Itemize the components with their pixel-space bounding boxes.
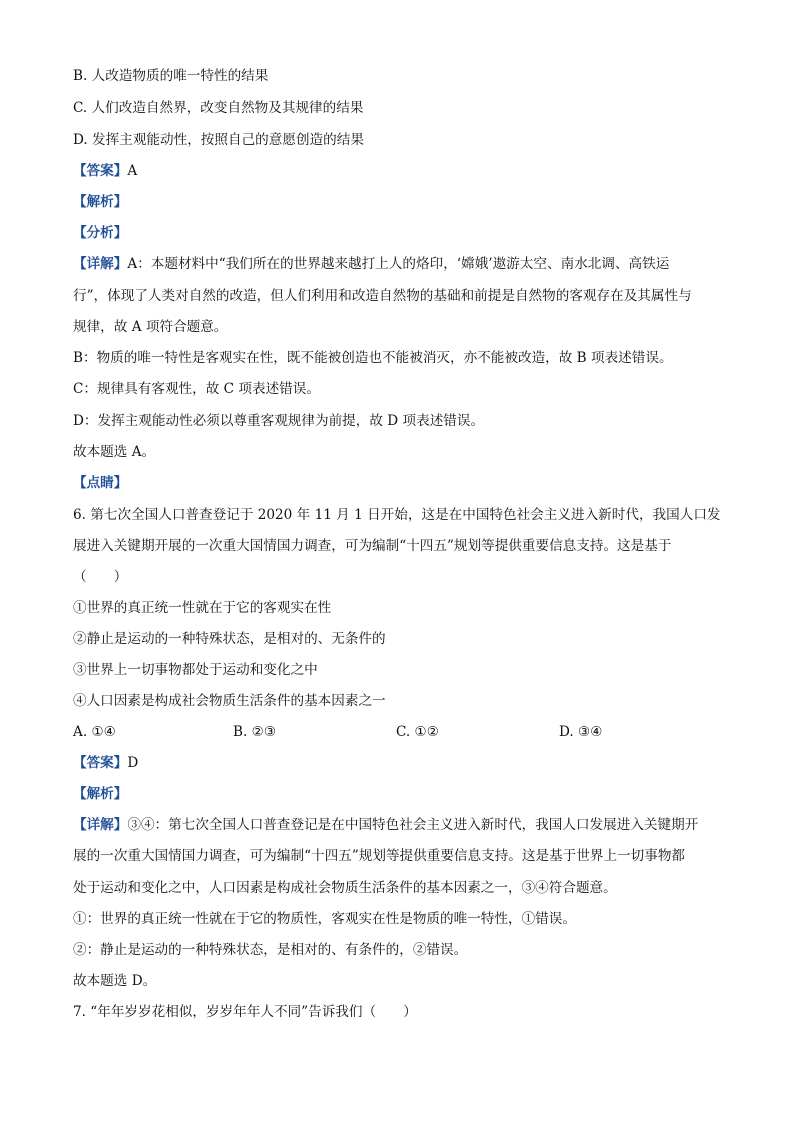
q6-detail-line-3: 处于运动和变化之中，人口因素是构成社会物质生活条件的基本因素之一，③④符合题意。 bbox=[73, 880, 617, 896]
q6-stem-line-1: 6. 第七次全国人口普查登记于 2020 年 11 月 1 日开始，这是在中国特色社会主义进入新时代，我国人口发 bbox=[73, 507, 721, 523]
q5-detail-line-2: 行”，体现了人类对自然的改造，但人们利用和改造自然物的基础和前提是自然物的客观存在及其属性与 bbox=[73, 288, 692, 304]
detail-tag: 【详解】 bbox=[73, 817, 128, 833]
q6-option-d: D. ③④ bbox=[559, 724, 603, 740]
q5-analysis-tag: 【解析】 bbox=[73, 194, 128, 210]
q6-stem-line-2: 展进入关键期开展的一次重大国情国力调查，可为编制“十四五”规划等提供重要信息支持。这是基于 bbox=[73, 538, 672, 554]
q6-conclusion: 故本题选 D。 bbox=[73, 973, 157, 989]
q5-answer bbox=[73, 161, 723, 181]
q5-detail-c: C：规律具有客观性，故 C 项表述错误。 bbox=[73, 381, 320, 397]
q7-stem: 7. “年年岁岁花相似，岁岁年年人不同”告诉我们（ ） bbox=[73, 1004, 417, 1020]
q5-fenxi-tag: 【分析】 bbox=[73, 225, 128, 241]
q6-option-a: A. ①④ bbox=[73, 724, 116, 740]
q6-statement-4: ④人口因素是构成社会物质生活条件的基本因素之一 bbox=[73, 693, 386, 709]
q6-option-c: C. ①② bbox=[396, 724, 439, 740]
q6-statement-1: ①世界的真正统一性就在于它的客观实在性 bbox=[73, 600, 332, 616]
answer-tag: 【答案】 bbox=[73, 163, 128, 179]
q6-detail-s2: ②：静止是运动的一种特殊状态，是相对的、有条件的，②错误。 bbox=[73, 942, 468, 958]
q6-options bbox=[73, 722, 723, 742]
q6-option-b: B. ②③ bbox=[233, 724, 277, 740]
answer-value: A bbox=[127, 163, 138, 179]
q5-detail-line-1: 【详解】A：本题材料中“我们所在的世界越来越打上人的烙印，‘嫦娥’遨游太空、南水北调、高铁运 bbox=[73, 256, 670, 272]
q5-detail-line-3: 规律，故 A 项符合题意。 bbox=[73, 319, 228, 335]
answer-tag: 【答案】 bbox=[73, 755, 128, 771]
detail-tag: 【详解】 bbox=[73, 256, 128, 272]
q5-conclusion: 故本题选 A。 bbox=[73, 444, 156, 460]
q5-option-d: D. 发挥主观能动性，按照自己的意愿创造的结果 bbox=[73, 132, 364, 148]
q6-statement-2: ②静止是运动的一种特殊状态，是相对的、无条件的 bbox=[73, 631, 386, 647]
q6-detail-line-2: 展的一次重大国情国力调查，可为编制“十四五”规划等提供重要信息支持。这是基于世界上一切事物都 bbox=[73, 848, 686, 864]
q5-option-b: B. 人改造物质的唯一特性的结果 bbox=[73, 68, 269, 84]
q5-option-c: C. 人们改造自然界，改变自然物及其规律的结果 bbox=[73, 100, 364, 116]
q6-detail-line-1: 【详解】③④：第七次全国人口普查登记是在中国特色社会主义进入新时代，我国人口发展进入关键期开 bbox=[73, 817, 699, 833]
q6-blank: （ ） bbox=[73, 569, 128, 585]
q5-detail-d: D：发挥主观能动性必须以尊重客观规律为前提，故 D 项表述错误。 bbox=[73, 413, 485, 429]
q6-analysis-tag: 【解析】 bbox=[73, 786, 128, 802]
answer-value: D bbox=[127, 755, 139, 771]
q6-statement-3: ③世界上一切事物都处于运动和变化之中 bbox=[73, 662, 318, 678]
q5-dianjing-tag: 【点睛】 bbox=[73, 475, 128, 491]
q5-detail-b: B：物质的唯一特性是客观实在性，既不能被创造也不能被消灭，亦不能被改造，故 B 项表述错误。 bbox=[73, 350, 673, 366]
q6-answer bbox=[73, 753, 723, 773]
q6-detail-s1: ①：世界的真正统一性就在于它的物质性，客观实在性是物质的唯一特性，①错误。 bbox=[73, 911, 576, 927]
